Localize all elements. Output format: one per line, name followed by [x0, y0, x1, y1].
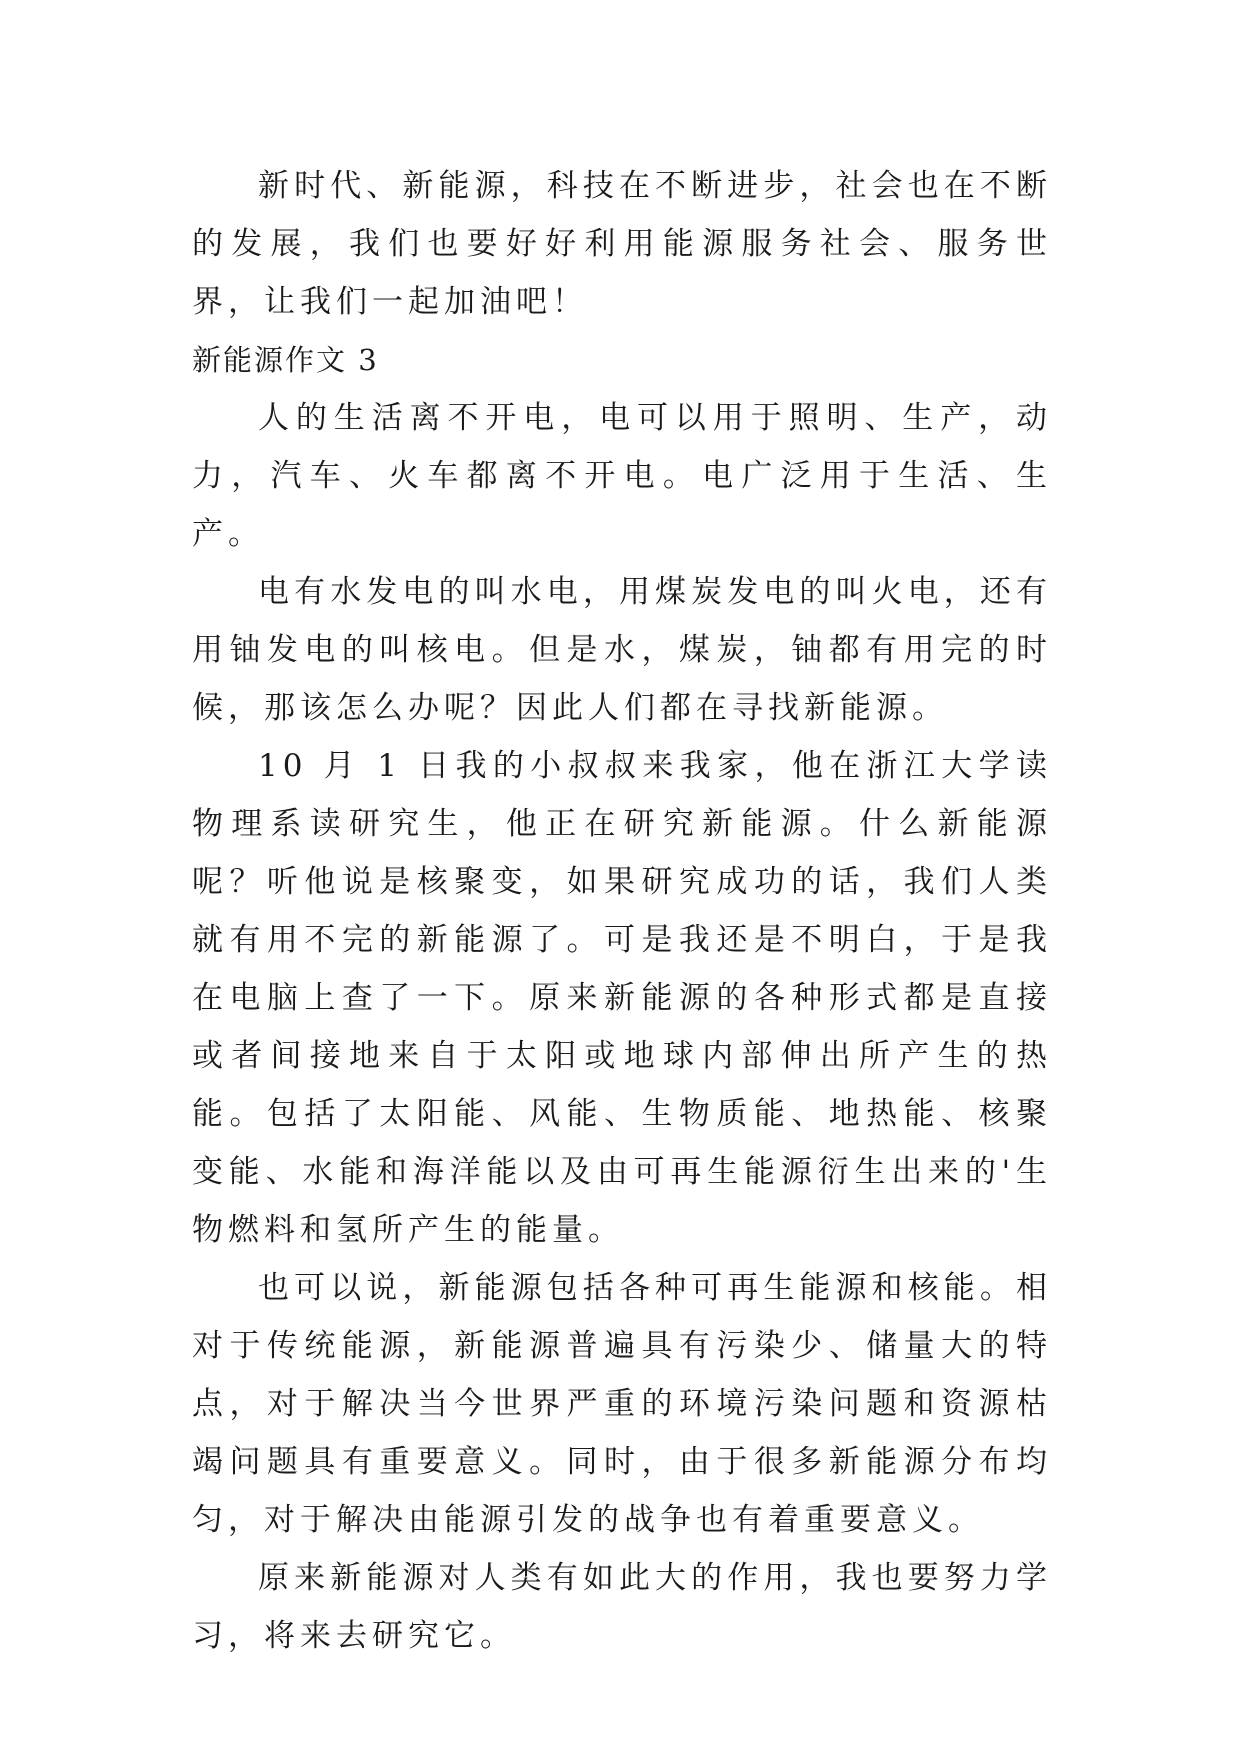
body-paragraph-1: 人的生活离不开电，电可以用于照明、生产，动力，汽车、火车都离不开电。电广泛用于生活、生产。	[192, 400, 1052, 552]
intro-paragraph: 新时代、新能源，科技在不断进步，社会也在不断的发展，我们也要好好利用能源服务社会、服务世界，让我们一起加油吧！	[192, 168, 1052, 320]
body-paragraph-3: 10 月 1 日我的小叔叔来我家，他在浙江大学读物理系读研究生，他正在研究新能源。什么新能源呢？听他说是核聚变，如果研究成功的话，我们人类就有用不完的新能源了。可是我还是不明白，于是我在电脑上查了一下。原来新能源的各种形式都是直接或者间接地来自于太阳或地球内部伸出所产生的热能。包括了太阳能、风能、生物质能、地热能、核聚变能、水能和海洋能以及由可再生能源衍生出来的'生物燃料和氢所产生的能量。	[192, 748, 1052, 1248]
body-paragraph-5: 原来新能源对人类有如此大的作用，我也要努力学习，将来去研究它。	[192, 1560, 1052, 1654]
section-title: 新能源作文 3	[192, 343, 379, 377]
body-paragraph-4: 也可以说，新能源包括各种可再生能源和核能。相对于传统能源，新能源普遍具有污染少、储量大的特点，对于解决当今世界严重的环境污染问题和资源枯竭问题具有重要意义。同时，由于很多新能源分布均匀，对于解决由能源引发的战争也有着重要意义。	[192, 1270, 1052, 1538]
body-paragraph-2: 电有水发电的叫水电，用煤炭发电的叫火电，还有用铀发电的叫核电。但是水，煤炭，铀都有用完的时候，那该怎么办呢？因此人们都在寻找新能源。	[192, 574, 1052, 726]
document-body	[192, 157, 1052, 1665]
